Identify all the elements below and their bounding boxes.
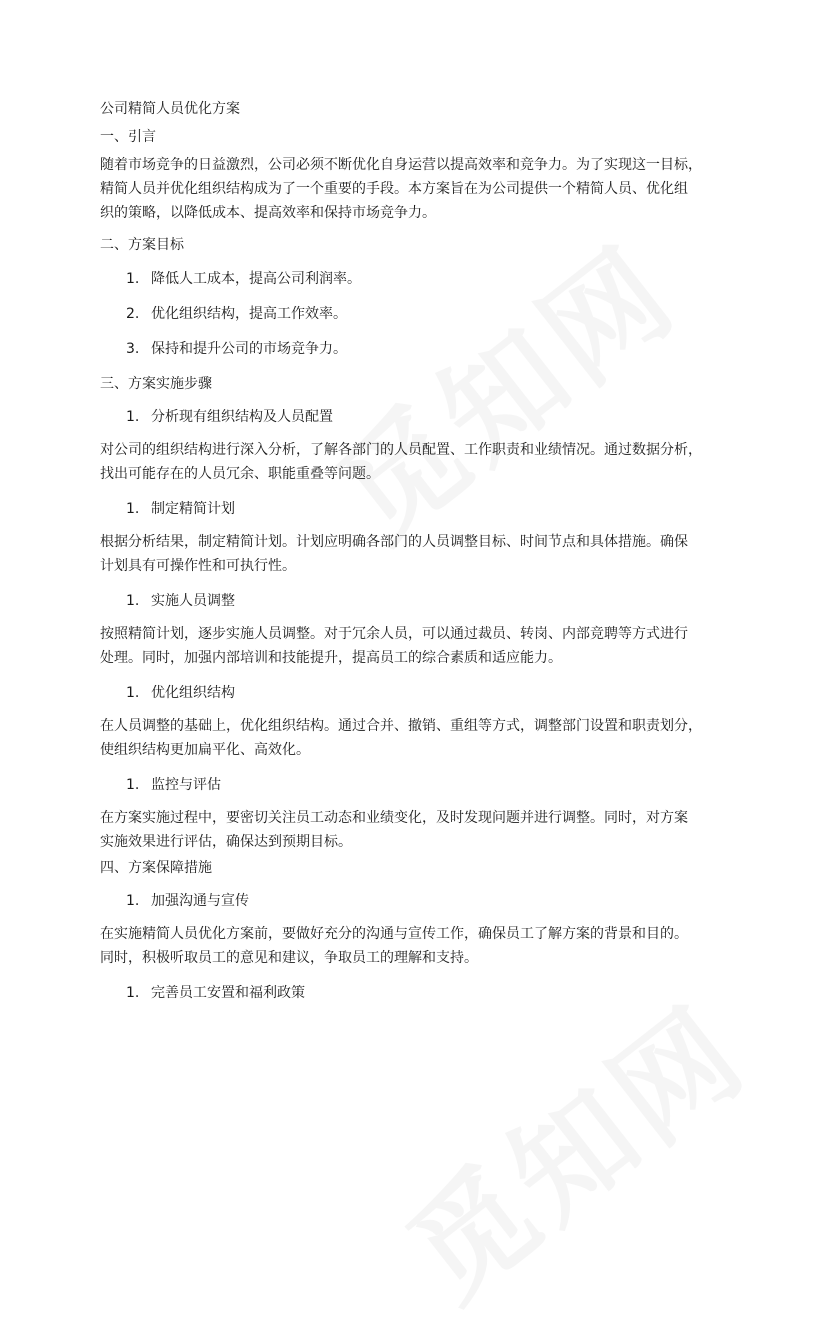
list-item: 1. 降低人工成本，提高公司利润率。 bbox=[126, 270, 361, 287]
steps-heading: 三、方案实施步骤 bbox=[100, 376, 212, 392]
step-title: 1. 监控与评估 bbox=[126, 777, 221, 793]
list-item: 3. 保持和提升公司的市场竞争力。 bbox=[126, 340, 347, 357]
step-title: 1. 优化组织结构 bbox=[126, 685, 235, 701]
step-paragraph: 根据分析结果，制定精简计划。计划应明确各部门的人员调整目标、时间节点和具体措施。确保 计划具有可操作性和可执行性。 bbox=[100, 534, 688, 574]
measure-title: 1. 完善员工安置和福利政策 bbox=[126, 985, 305, 1001]
measure-title: 1. 加强沟通与宣传 bbox=[126, 893, 249, 909]
step-paragraph: 在人员调整的基础上，优化组织结构。通过合并、撤销、重组等方式，调整部门设置和职责划分， 使组织结构更加扁平化、高效化。 bbox=[100, 718, 702, 758]
document-body bbox=[100, 97, 750, 1010]
goals-heading: 二、方案目标 bbox=[100, 237, 184, 253]
intro-line: 精简人员并优化组织结构成为了一个重要的手段。本方案旨在为公司提供一个精简人员、优化组 bbox=[100, 181, 688, 197]
list-item: 2. 优化组织结构，提高工作效率。 bbox=[126, 305, 347, 322]
step-title: 1. 实施人员调整 bbox=[126, 593, 235, 609]
step-title: 1. 制定精简计划 bbox=[126, 501, 235, 517]
step-paragraph: 按照精简计划，逐步实施人员调整。对于冗余人员，可以通过裁员、转岗、内部竞聘等方式进行 处理。同时，加强内部培训和技能提升，提高员工的综合素质和适应能力。 bbox=[100, 626, 688, 666]
step-paragraph: 在方案实施过程中，要密切关注员工动态和业绩变化，及时发现问题并进行调整。同时，对方案 实施效果进行评估，确保达到预期目标。 bbox=[100, 810, 688, 850]
intro-line: 织的策略，以降低成本、提高效率和保持市场竞争力。 bbox=[100, 205, 436, 221]
intro-line: 随着市场竞争的日益激烈，公司必须不断优化自身运营以提高效率和竞争力。为了实现这一目标， bbox=[100, 157, 702, 173]
measures-heading: 四、方案保障措施 bbox=[100, 860, 212, 876]
goals-list bbox=[100, 261, 750, 366]
measure-paragraph: 在实施精简人员优化方案前，要做好充分的沟通与宣传工作，确保员工了解方案的背景和目的。 同时，积极听取员工的意见和建议，争取员工的理解和支持。 bbox=[100, 926, 688, 966]
intro-heading: 一、引言 bbox=[100, 129, 156, 145]
intro-paragraph bbox=[100, 153, 750, 225]
step-paragraph: 对公司的组织结构进行深入分析，了解各部门的人员配置、工作职责和业绩情况。通过数据分析， 找出可能存在的人员冗余、职能重叠等问题。 bbox=[100, 442, 702, 482]
step-title: 1. 分析现有组织结构及人员配置 bbox=[126, 409, 333, 425]
watermark-bottom bbox=[368, 960, 776, 1332]
doc-title: 公司精简人员优化方案 bbox=[100, 101, 240, 117]
